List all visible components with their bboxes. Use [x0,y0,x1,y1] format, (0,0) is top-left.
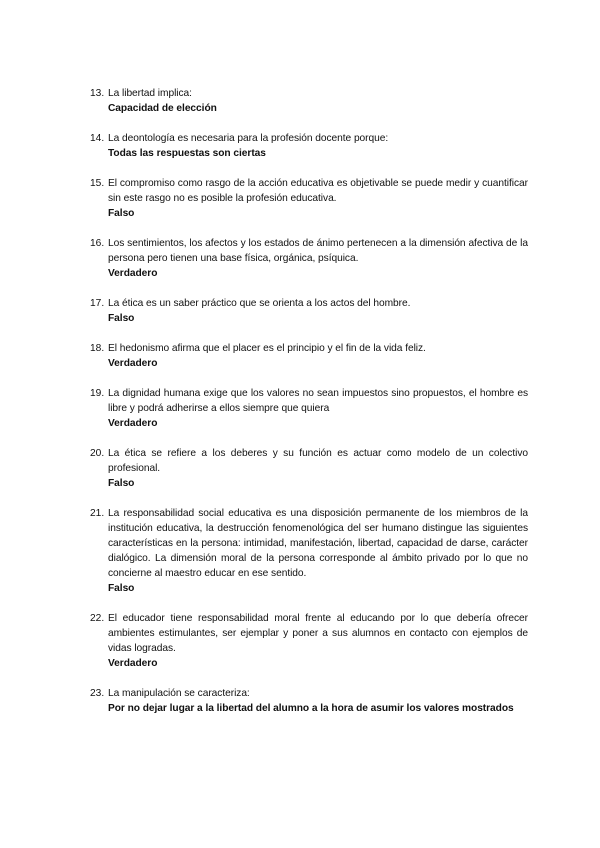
question-answer: Capacidad de elección [108,103,217,114]
question-answer: Todas las respuestas son ciertas [108,148,266,159]
question-number: 16. [90,238,105,249]
question-text: La responsabilidad social educativa es una disposición permanente de los miembros de la institución educativa, la destrucción fenomenológica del ser humano distingue las siguientes características en la persona: intimidad, manifestación, libertad, capacidad de darse, carácter dialógico. La dimensión moral de la persona corresponde al ámbito privado por lo que no concierne al maestro educar en ese sentido. [108,508,528,579]
question-number: 20. [90,448,105,459]
question-number: 18. [90,343,105,354]
question-text: La ética se refiere a los deberes y su función es actuar como modelo de un colectivo profesional. [108,448,528,474]
question-number: 19. [90,388,105,399]
question-item [90,296,528,326]
question-answer: Falso [108,478,135,489]
question-text: La deontología es necesaria para la profesión docente porque: [108,133,389,144]
question-text: El hedonismo afirma que el placer es el principio y el fin de la vida feliz. [108,343,426,354]
question-number: 13. [90,88,105,99]
question-item [90,341,528,371]
question-number: 22. [90,613,105,624]
question-answer: Por no dejar lugar a la libertad del alumno a la hora de asumir los valores mostrados [108,703,514,714]
question-list [90,86,528,731]
question-text: El compromiso como rasgo de la acción educativa es objetivable se puede medir y cuantificar sin este rasgo no es posible la profesión educativa. [108,178,528,204]
question-item [90,611,528,671]
question-text: La manipulación se caracteriza: [108,688,250,699]
question-item [90,506,528,596]
question-item [90,131,528,161]
question-answer: Falso [108,313,135,324]
question-number: 15. [90,178,105,189]
question-text: La ética es un saber práctico que se orienta a los actos del hombre. [108,298,411,309]
question-text: Los sentimientos, los afectos y los estados de ánimo pertenecen a la dimensión afectiva de la persona pero tienen una base física, orgánica, psíquica. [108,238,528,264]
question-item [90,446,528,491]
question-number: 21. [90,508,105,519]
question-answer: Falso [108,583,135,594]
question-item [90,86,528,116]
question-item [90,686,528,716]
question-number: 14. [90,133,105,144]
question-answer: Verdadero [108,268,158,279]
question-item [90,176,528,221]
question-answer: Falso [108,208,135,219]
question-answer: Verdadero [108,658,158,669]
question-number: 17. [90,298,105,309]
question-text: La dignidad humana exige que los valores no sean impuestos sino propuestos, el hombre es libre y podrá adherirse a ellos siempre que quiera [108,388,528,414]
question-item [90,386,528,431]
question-answer: Verdadero [108,418,158,429]
question-text: El educador tiene responsabilidad moral frente al educando por lo que debería ofrecer ambientes estimulantes, ser ejemplar y poner a sus alumnos en contacto con ejemplos de vidas logradas. [108,613,528,654]
question-answer: Verdadero [108,358,158,369]
question-text: La libertad implica: [108,88,192,99]
question-number: 23. [90,688,105,699]
question-item [90,236,528,281]
